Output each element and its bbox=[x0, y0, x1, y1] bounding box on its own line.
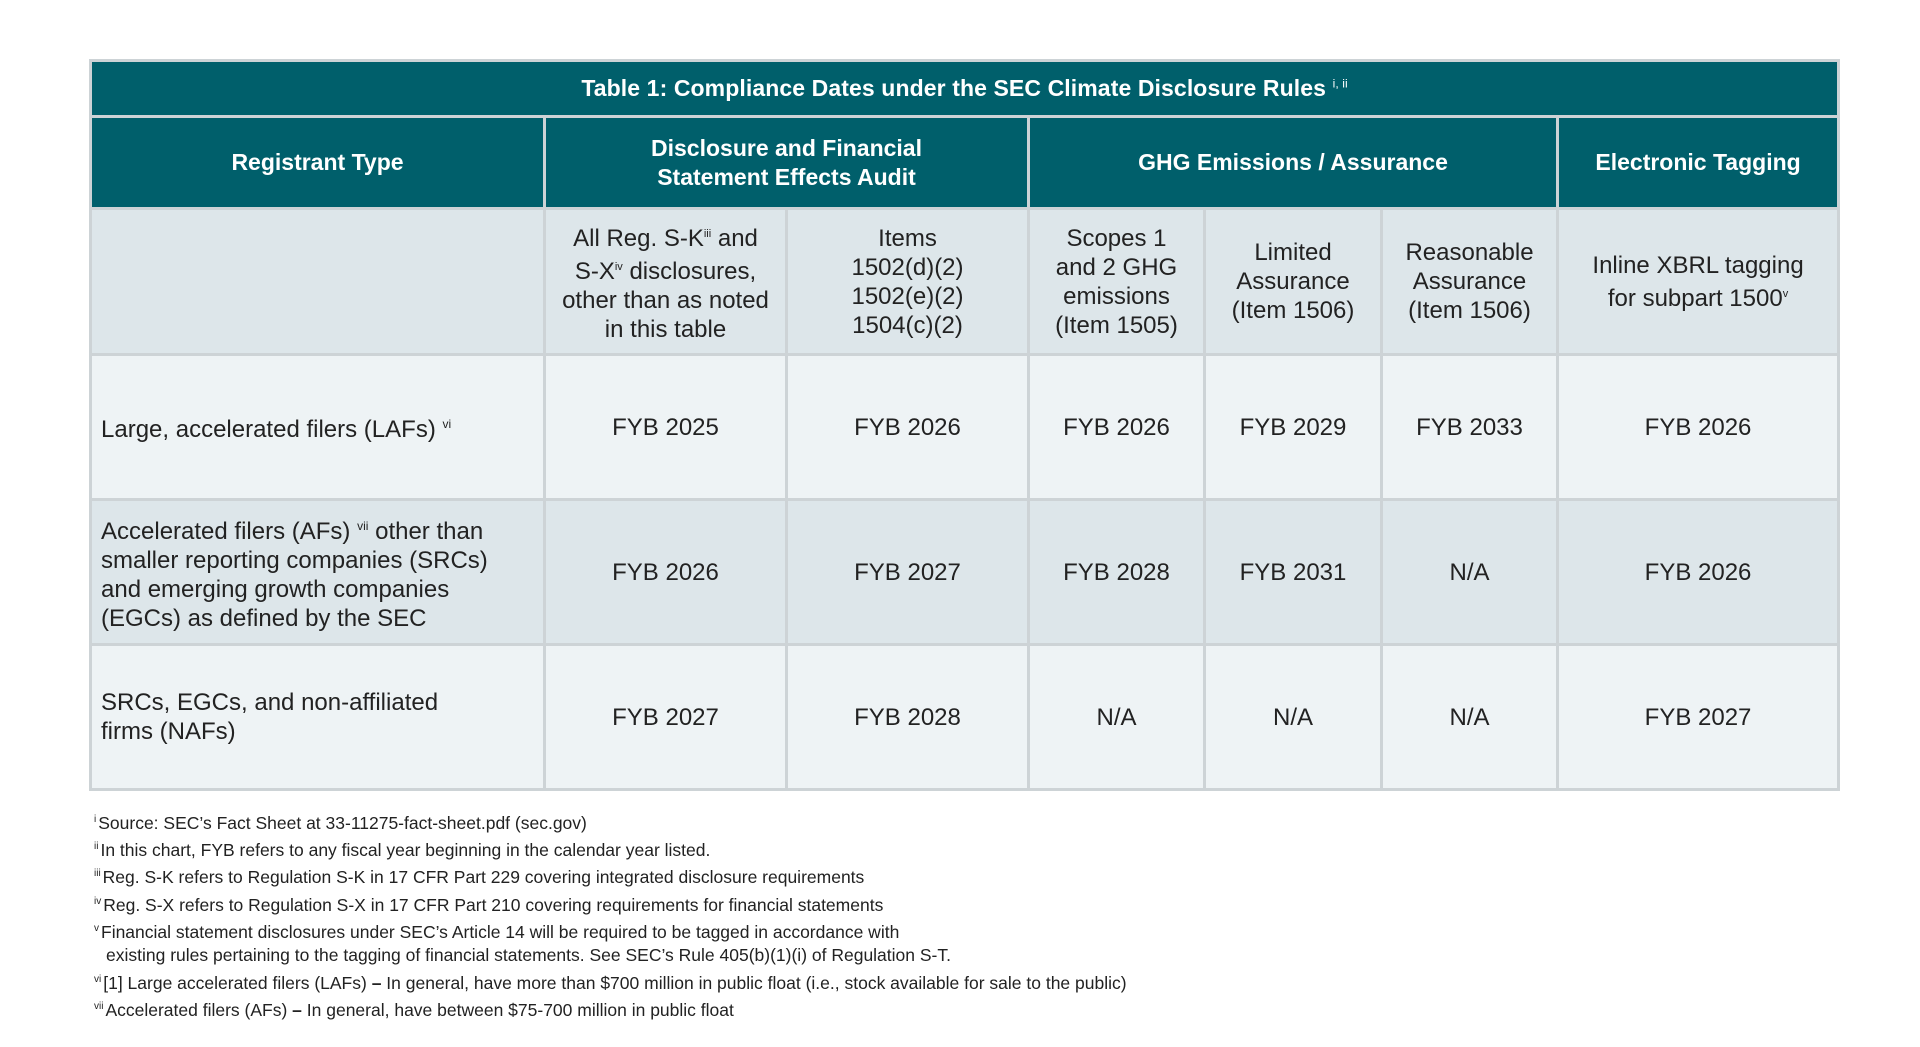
footnote-marker: v bbox=[94, 922, 99, 934]
subheader-text: disclosures, bbox=[629, 257, 757, 285]
header-electronic-tagging: Electronic Tagging bbox=[1558, 117, 1839, 209]
subheader-reasonable-assurance bbox=[1382, 209, 1558, 355]
date-cell: FYB 2029 bbox=[1205, 355, 1382, 500]
subheader-text: and 2 GHG bbox=[1055, 253, 1178, 281]
footnote-marker: iii bbox=[94, 868, 101, 880]
date-cell: FYB 2026 bbox=[545, 500, 787, 645]
footnote-marker: iii bbox=[703, 227, 712, 240]
footnote-item bbox=[94, 917, 1494, 968]
header-disclosure-line1: Disclosure and Financial bbox=[651, 134, 922, 161]
registrant-text: Accelerated filers (AFs) bbox=[101, 517, 351, 545]
date-cell: FYB 2026 bbox=[1558, 355, 1839, 500]
subheader-text: 1502(d)(2) bbox=[851, 253, 964, 281]
footnotes bbox=[94, 808, 1494, 1022]
subheader-text: in this table bbox=[604, 315, 727, 343]
subheader-text: (Item 1505) bbox=[1055, 311, 1178, 339]
registrant-text: other than bbox=[375, 517, 484, 545]
registrant-text: smaller reporting companies (SRCs) bbox=[101, 546, 488, 574]
footnote-text: In general, have more than $700 million in public float (i.e., stock available for sale to the public) bbox=[386, 972, 1127, 993]
subheader-text: Items bbox=[878, 224, 937, 252]
footnote-marker: vii bbox=[357, 518, 369, 533]
subheader-text: and bbox=[717, 224, 758, 252]
footnote-dash: – bbox=[366, 972, 387, 993]
footnote-item bbox=[94, 808, 1494, 835]
footnote-dash: – bbox=[287, 999, 307, 1020]
footnote-item bbox=[94, 835, 1494, 862]
compliance-table-container bbox=[89, 59, 1837, 791]
subheader-reg-sk-sx bbox=[545, 209, 787, 355]
registrant-text: and emerging growth companies bbox=[101, 575, 450, 603]
subheader-limited-assurance bbox=[1205, 209, 1382, 355]
date-cell: FYB 2033 bbox=[1382, 355, 1558, 500]
table-title-text: Table 1: Compliance Dates under the SEC Climate Disclosure Rules bbox=[581, 75, 1327, 101]
registrant-text: firms (NAFs) bbox=[101, 718, 236, 745]
subheader-scopes bbox=[1029, 209, 1205, 355]
date-cell: FYB 2028 bbox=[787, 645, 1029, 790]
date-cell: FYB 2026 bbox=[787, 355, 1029, 500]
compliance-dates-table bbox=[89, 59, 1840, 791]
footnote-marker: iv bbox=[614, 260, 623, 273]
subheader-empty bbox=[91, 209, 545, 355]
registrant-text: SRCs, EGCs, and non-affiliated bbox=[101, 689, 439, 716]
registrant-text: (EGCs) as defined by the SEC bbox=[101, 604, 427, 632]
table-title bbox=[91, 61, 1839, 117]
subheader-text: Assurance bbox=[1412, 268, 1527, 295]
subheader-text: 1502(e)(2) bbox=[851, 282, 964, 310]
registrant-type-cell bbox=[91, 645, 545, 790]
footnote-marker: vii bbox=[94, 1000, 104, 1012]
table-row bbox=[91, 355, 1839, 500]
footnote-text: Reg. S-K refers to Regulation S-K in 17 CFR Part 229 covering integrated disclosure requirements bbox=[102, 867, 865, 888]
header-disclosure-audit bbox=[545, 117, 1029, 209]
registrant-type-cell bbox=[91, 500, 545, 645]
footnote-text: Source: SEC’s Fact Sheet at 33-11275-fact-sheet.pdf (sec.gov) bbox=[98, 812, 587, 833]
footnote-item bbox=[94, 862, 1494, 889]
footnote-item bbox=[94, 890, 1494, 917]
footnote-text: Financial statement disclosures under SEC’s Article 14 will be required to be tagged in accordance with bbox=[101, 921, 900, 942]
registrant-text: Large, accelerated filers (LAFs) bbox=[101, 416, 436, 443]
footnote-text: In general, have between $75-700 million in public float bbox=[306, 999, 734, 1020]
subheader-text: Inline XBRL tagging bbox=[1592, 251, 1804, 279]
footnote-text: [1] Large accelerated filers (LAFs) bbox=[103, 972, 367, 993]
date-cell: N/A bbox=[1382, 500, 1558, 645]
footnote-text-continued: existing rules pertaining to the tagging of financial statements. See SEC’s Rule 405(b)(1)(i) of Regulation S-T. bbox=[106, 945, 951, 966]
footnote-marker: vi bbox=[94, 973, 102, 985]
footnote-marker: i bbox=[94, 814, 97, 825]
footnote-text: In this chart, FYB refers to any fiscal year beginning in the calendar year listed. bbox=[100, 840, 711, 861]
date-cell: FYB 2027 bbox=[787, 500, 1029, 645]
table-title-footnote-marker: i, ii bbox=[1332, 76, 1348, 91]
subheader-text: All Reg. S-K bbox=[573, 224, 704, 252]
date-cell: FYB 2031 bbox=[1205, 500, 1382, 645]
footnote-marker: vi bbox=[442, 417, 452, 431]
subheader-text: for subpart 1500 bbox=[1607, 284, 1783, 312]
footnote-marker: v bbox=[1782, 287, 1789, 300]
subheader-text: 1504(c)(2) bbox=[852, 311, 963, 339]
subheader-text: S-X bbox=[574, 257, 615, 285]
registrant-type-cell bbox=[91, 355, 545, 500]
footnote-marker: ii bbox=[94, 841, 99, 853]
table-row bbox=[91, 500, 1839, 645]
header-ghg-emissions: GHG Emissions / Assurance bbox=[1029, 117, 1558, 209]
date-cell: N/A bbox=[1382, 645, 1558, 790]
footnote-item bbox=[94, 968, 1494, 995]
subheader-text: Assurance bbox=[1236, 268, 1350, 295]
subheader-text: Scopes 1 bbox=[1066, 224, 1167, 252]
subheader-text: (Item 1506) bbox=[1231, 297, 1355, 324]
subheader-text: other than as noted bbox=[562, 286, 769, 314]
date-cell: N/A bbox=[1029, 645, 1205, 790]
date-cell: FYB 2027 bbox=[1558, 645, 1839, 790]
date-cell: FYB 2027 bbox=[545, 645, 787, 790]
footnote-item bbox=[94, 995, 1494, 1022]
footnote-text: Accelerated filers (AFs) bbox=[105, 999, 288, 1020]
date-cell: N/A bbox=[1205, 645, 1382, 790]
subheader-text: Reasonable bbox=[1405, 239, 1534, 266]
footnote-marker: iv bbox=[94, 895, 102, 907]
header-disclosure-line2: Statement Effects Audit bbox=[657, 163, 916, 190]
date-cell: FYB 2028 bbox=[1029, 500, 1205, 645]
date-cell: FYB 2025 bbox=[545, 355, 787, 500]
footnote-text: Reg. S-X refers to Regulation S-X in 17 CFR Part 210 covering requirements for financial statements bbox=[103, 894, 884, 915]
subheader-inline-xbrl bbox=[1558, 209, 1839, 355]
subheader-text: Limited bbox=[1254, 239, 1332, 266]
subheader-items bbox=[787, 209, 1029, 355]
subheader-text: emissions bbox=[1063, 282, 1170, 310]
date-cell: FYB 2026 bbox=[1558, 500, 1839, 645]
header-registrant-type: Registrant Type bbox=[91, 117, 545, 209]
date-cell: FYB 2026 bbox=[1029, 355, 1205, 500]
table-row bbox=[91, 645, 1839, 790]
subheader-text: (Item 1506) bbox=[1408, 297, 1531, 324]
